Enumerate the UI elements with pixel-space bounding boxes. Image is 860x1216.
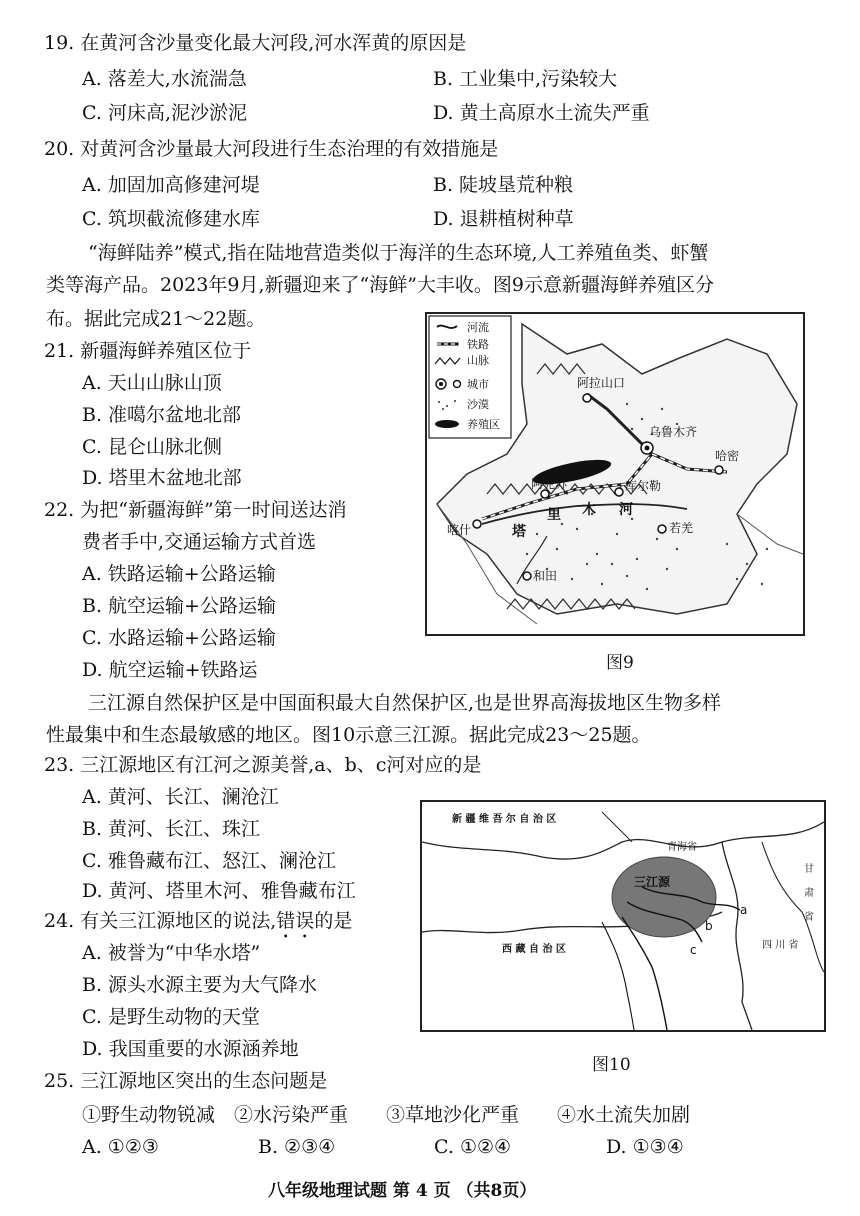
alashankou-city-marker bbox=[583, 394, 591, 402]
q24-option-a: A. 被誉为“中华水塔” bbox=[82, 942, 261, 964]
label-basin-li: 里 bbox=[547, 507, 561, 523]
q24-option-d: D. 我国重要的水源涵养地 bbox=[82, 1038, 299, 1060]
label-sheng: 省 bbox=[804, 912, 814, 923]
gansu-border bbox=[762, 842, 824, 972]
label-korla: 库尔勒 bbox=[625, 479, 662, 493]
q22-stem-line2: 费者手中,交通运输方式首选 bbox=[82, 531, 317, 553]
map-legend bbox=[429, 316, 511, 438]
legend-mountain-label: 山脉 bbox=[467, 354, 489, 367]
q23-option-b: B. 黄河、长江、珠江 bbox=[82, 818, 261, 840]
q22-option-a: A. 铁路运输+公路运输 bbox=[82, 563, 276, 585]
figure-10-map bbox=[420, 800, 826, 1032]
q22-option-b: B. 航空运输+公路运输 bbox=[82, 595, 276, 617]
q21-option-d: D. 塔里木盆地北部 bbox=[82, 467, 242, 489]
q20-option-d: D. 退耕植树种草 bbox=[433, 208, 574, 230]
q24-option-b: B. 源头水源主要为大气降水 bbox=[82, 974, 318, 996]
q22-stem-line1: 22. 为把“新疆海鲜”第一时间送达消 bbox=[44, 499, 347, 521]
label-aksu: 阿克苏 bbox=[531, 477, 568, 491]
q24-stem-post: 的是 bbox=[314, 910, 353, 932]
label-ruoqiang: 若羌 bbox=[669, 521, 694, 535]
q19-stem: 19. 在黄河含沙量变化最大河段,河水浑黄的原因是 bbox=[44, 32, 467, 54]
label-alashankou: 阿拉山口 bbox=[577, 376, 626, 390]
label-kashgar: 喀什 bbox=[447, 523, 472, 537]
q22-option-d: D. 航空运输+铁路运 bbox=[82, 659, 258, 681]
urumqi-capital-dot bbox=[645, 446, 650, 451]
xinjiang-qinghai-border bbox=[422, 822, 824, 859]
label-qinghai: 青海省 bbox=[667, 842, 697, 853]
q23-option-c: C. 雅鲁藏布江、怒江、澜沧江 bbox=[82, 850, 336, 872]
label-river-c: c bbox=[690, 943, 697, 957]
page-footer: 八年级地理试题 第 4 页 （共8页） bbox=[268, 1181, 537, 1201]
q25-option-c: C. ①②④ bbox=[434, 1136, 512, 1158]
q24-stem bbox=[44, 908, 352, 943]
q23-stem: 23. 三江源地区有江河之源美誉,a、b、c河对应的是 bbox=[44, 754, 482, 776]
q25-stem: 25. 三江源地区突出的生态问题是 bbox=[44, 1070, 328, 1092]
label-su: 肃 bbox=[804, 888, 814, 899]
q25-option-b: B. ②③④ bbox=[258, 1136, 336, 1158]
q20-option-a: A. 加固加高修建河堤 bbox=[82, 174, 260, 196]
hami-city-marker bbox=[715, 466, 723, 474]
label-basin-he: 河 bbox=[619, 502, 633, 518]
legend-city-symbol bbox=[454, 381, 461, 388]
qinghai-sichuan-border bbox=[722, 842, 752, 1030]
figure-9-caption: 图9 bbox=[606, 653, 634, 673]
label-hami: 哈密 bbox=[715, 449, 740, 463]
q19-option-c: C. 河床高,泥沙淤泥 bbox=[82, 102, 247, 124]
q24-option-c: C. 是野生动物的天堂 bbox=[82, 1006, 260, 1028]
label-basin-ta: 塔 bbox=[512, 524, 526, 540]
legend-river-label: 河流 bbox=[467, 321, 489, 334]
q19-option-d: D. 黄土高原水土流失严重 bbox=[433, 102, 650, 124]
q25-option-d: D. ①③④ bbox=[606, 1136, 684, 1158]
legend-desert-label: 沙漠 bbox=[467, 398, 489, 411]
label-river-b: b bbox=[705, 919, 713, 933]
label-xinjiang: 新 疆 维 吾 尔 自 治 区 bbox=[452, 814, 557, 825]
label-hotan: 和田 bbox=[533, 569, 558, 583]
river-nu bbox=[602, 922, 634, 1030]
q21-stem: 21. 新疆海鲜养殖区位于 bbox=[44, 340, 252, 362]
hotan-city-marker bbox=[523, 572, 531, 580]
ruoqiang-city-marker bbox=[658, 525, 666, 533]
passage1-line3: 布。据此完成21～22题。 bbox=[46, 308, 266, 330]
label-river-a: a bbox=[740, 903, 748, 917]
label-basin-mu: 木 bbox=[582, 502, 596, 518]
q23-option-d: D. 黄河、塔里木河、雅鲁藏布江 bbox=[82, 880, 356, 902]
aksu-city-marker bbox=[541, 490, 549, 498]
label-xizang: 西 藏 自 治 区 bbox=[502, 944, 566, 955]
q19-option-a: A. 落差大,水流湍急 bbox=[82, 68, 247, 90]
q20-option-b: B. 陡坡垦荒种粮 bbox=[433, 174, 574, 196]
q21-option-c: C. 昆仑山脉北侧 bbox=[82, 436, 222, 458]
q24-stem-pre: 24. 有关三江源地区的说法, bbox=[44, 910, 277, 932]
label-sichuan: 四 川 省 bbox=[762, 940, 799, 951]
passage2-line2: 性最集中和生态最敏感的地区。图10示意三江源。据此完成23～25题。 bbox=[46, 724, 651, 746]
q21-option-b: B. 准噶尔盆地北部 bbox=[82, 404, 242, 426]
q23-option-a: A. 黄河、长江、澜沧江 bbox=[82, 786, 279, 808]
legend-farm-label: 养殖区 bbox=[467, 418, 500, 431]
legend-railway-label: 铁路 bbox=[467, 338, 489, 351]
q22-option-c: C. 水路运输+公路运输 bbox=[82, 627, 276, 649]
xinjiang-map-svg bbox=[427, 314, 803, 634]
passage1-line2: 类等海产品。2023年9月,新疆迎来了“海鲜”大丰收。图9示意新疆海鲜养殖区分 bbox=[46, 274, 714, 296]
north-border bbox=[602, 812, 632, 842]
korla-city-marker bbox=[615, 488, 623, 496]
q20-option-c: C. 筑坝截流修建水库 bbox=[82, 208, 260, 230]
q21-option-a: A. 天山山脉山顶 bbox=[82, 372, 222, 394]
q19-option-b: B. 工业集中,污染较大 bbox=[433, 68, 618, 90]
sanjiangyuan-map-svg bbox=[422, 802, 824, 1030]
legend-farm-symbol bbox=[435, 420, 459, 428]
figure-9-map bbox=[425, 312, 805, 636]
figure-10-caption: 图10 bbox=[592, 1055, 631, 1075]
passage1-line1: “海鲜陆养”模式,指在陆地营造类似于海洋的生态环境,人工养殖鱼类、虾蟹 bbox=[88, 242, 709, 264]
legend-city-label: 城市 bbox=[467, 378, 489, 391]
q20-stem: 20. 对黄河含沙量最大河段进行生态治理的有效措施是 bbox=[44, 138, 499, 160]
kashgar-city-marker bbox=[473, 520, 481, 528]
q25-items: ①野生动物锐减 ②水污染严重 ③草地沙化严重 ④水土流失加剧 bbox=[82, 1104, 691, 1126]
passage2-line1: 三江源自然保护区是中国面积最大自然保护区,也是世界高海拔地区生物多样 bbox=[88, 692, 722, 714]
q25-option-a: A. ①②③ bbox=[82, 1136, 159, 1158]
label-gan: 甘 bbox=[804, 864, 814, 875]
label-sanjiangyuan: 三江源 bbox=[634, 875, 671, 889]
q24-stem-emphasis: 错误 bbox=[276, 910, 315, 932]
label-urumqi: 乌鲁木齐 bbox=[649, 425, 698, 439]
